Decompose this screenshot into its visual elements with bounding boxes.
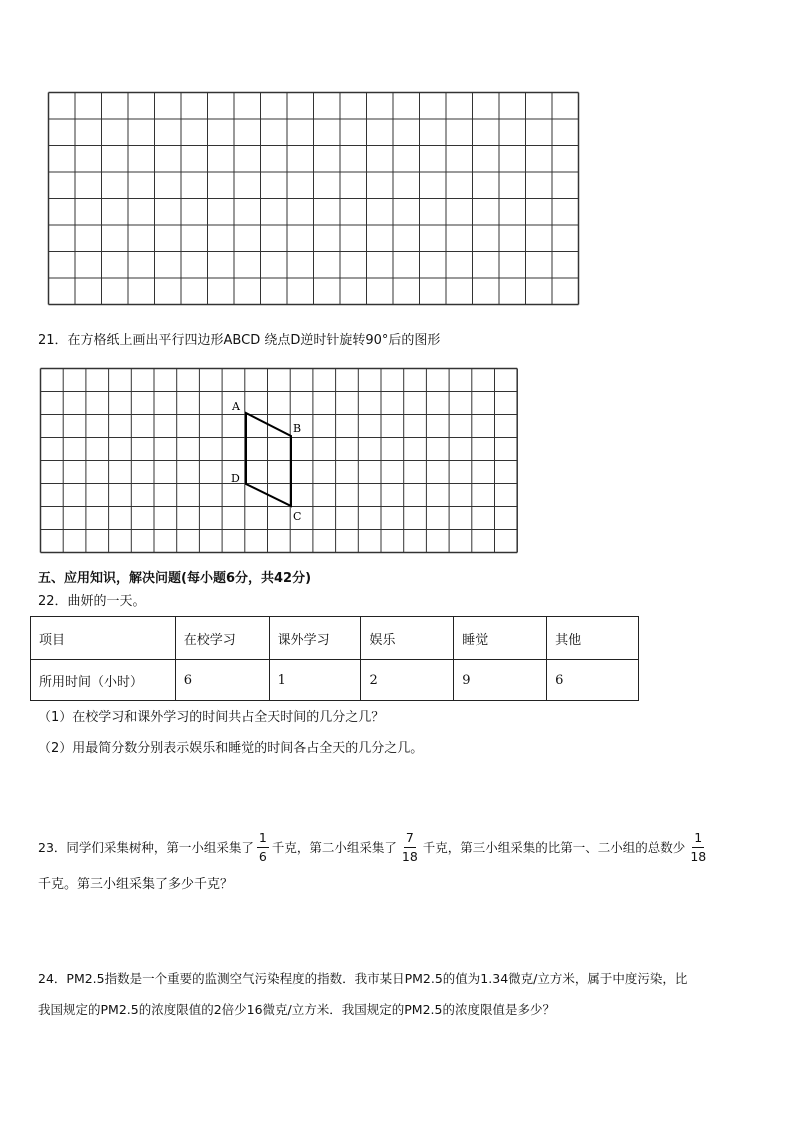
question-24-line-2: 我国规定的PM2.5的浓度限值的2倍少16微克/立方米．我国规定的PM2.5的浓度限值是多少？: [38, 1002, 555, 1017]
question-23-text-part-1: 23．同学们采集树种，第一小组采集了: [38, 839, 254, 855]
question-24-line-1: 24．PM2.5指数是一个重要的监测空气污染程度的指数．我市某日PM2.5的值为1.34微克/立方米，属于中度污染，比: [38, 971, 688, 986]
question-22-part-1: （1）在校学习和课外学习的时间共占全天时间的几分之几？: [38, 710, 385, 725]
question-21-text: 21．在方格纸上画出平行四边形ABCD 绕点D逆时针旋转90°后的图形: [38, 333, 441, 348]
question-22-title: 22．曲妍的一天。: [38, 594, 146, 609]
table-header-cell: 课外学习: [269, 617, 361, 660]
vertex-label-b: B: [293, 422, 302, 435]
fraction-one-sixth: [257, 829, 269, 866]
fraction-numerator: 1: [692, 829, 704, 848]
table-header-cell: 睡觉: [454, 617, 547, 660]
fraction-one-eighteenth: [688, 829, 708, 866]
top-grid: [0, 0, 794, 320]
vertex-label-d: D: [231, 472, 240, 485]
question-23-line-2: 千克。第三小组采集了多少千克？: [38, 877, 234, 892]
table-header-cell: 在校学习: [175, 617, 269, 660]
table-cell: 6: [547, 660, 639, 701]
table-cell: 1: [269, 660, 361, 701]
vertex-label-a: A: [232, 400, 240, 413]
table-row: [31, 660, 639, 701]
daily-time-table: [30, 616, 639, 701]
table-cell: 2: [361, 660, 454, 701]
question-23-line-1: [38, 829, 711, 866]
table-header-cell: 娱乐: [361, 617, 454, 660]
fraction-numerator: 1: [257, 829, 269, 848]
table-cell: 6: [175, 660, 269, 701]
fraction-seven-eighteenths: [400, 829, 420, 866]
fraction-denominator: 18: [401, 849, 418, 864]
fraction-numerator: 7: [404, 829, 416, 848]
section-5-heading: 五、应用知识，解决问题(每小题6分，共42分): [38, 571, 312, 586]
question-22-part-2: （2）用最简分数分别表示娱乐和睡觉的时间各占全天的几分之几。: [38, 741, 424, 756]
grid-lines: [41, 369, 518, 553]
table-header-cell: 项目: [31, 617, 176, 660]
table-cell: 9: [454, 660, 547, 701]
question-23-text-part-3: 千克，第三小组采集的比第一、二小组的总数少: [422, 839, 686, 855]
parallelogram-grid: [0, 360, 794, 560]
table-cell: 所用时间（小时）: [31, 660, 176, 701]
fraction-denominator: 6: [258, 849, 267, 864]
table-header-cell: 其他: [547, 617, 639, 660]
fraction-denominator: 18: [690, 849, 707, 864]
question-23-text-part-2: 千克，第二小组采集了: [271, 839, 397, 855]
table-header-row: [31, 617, 639, 660]
vertex-label-c: C: [293, 510, 302, 523]
parallelogram-abcd: [246, 413, 291, 506]
